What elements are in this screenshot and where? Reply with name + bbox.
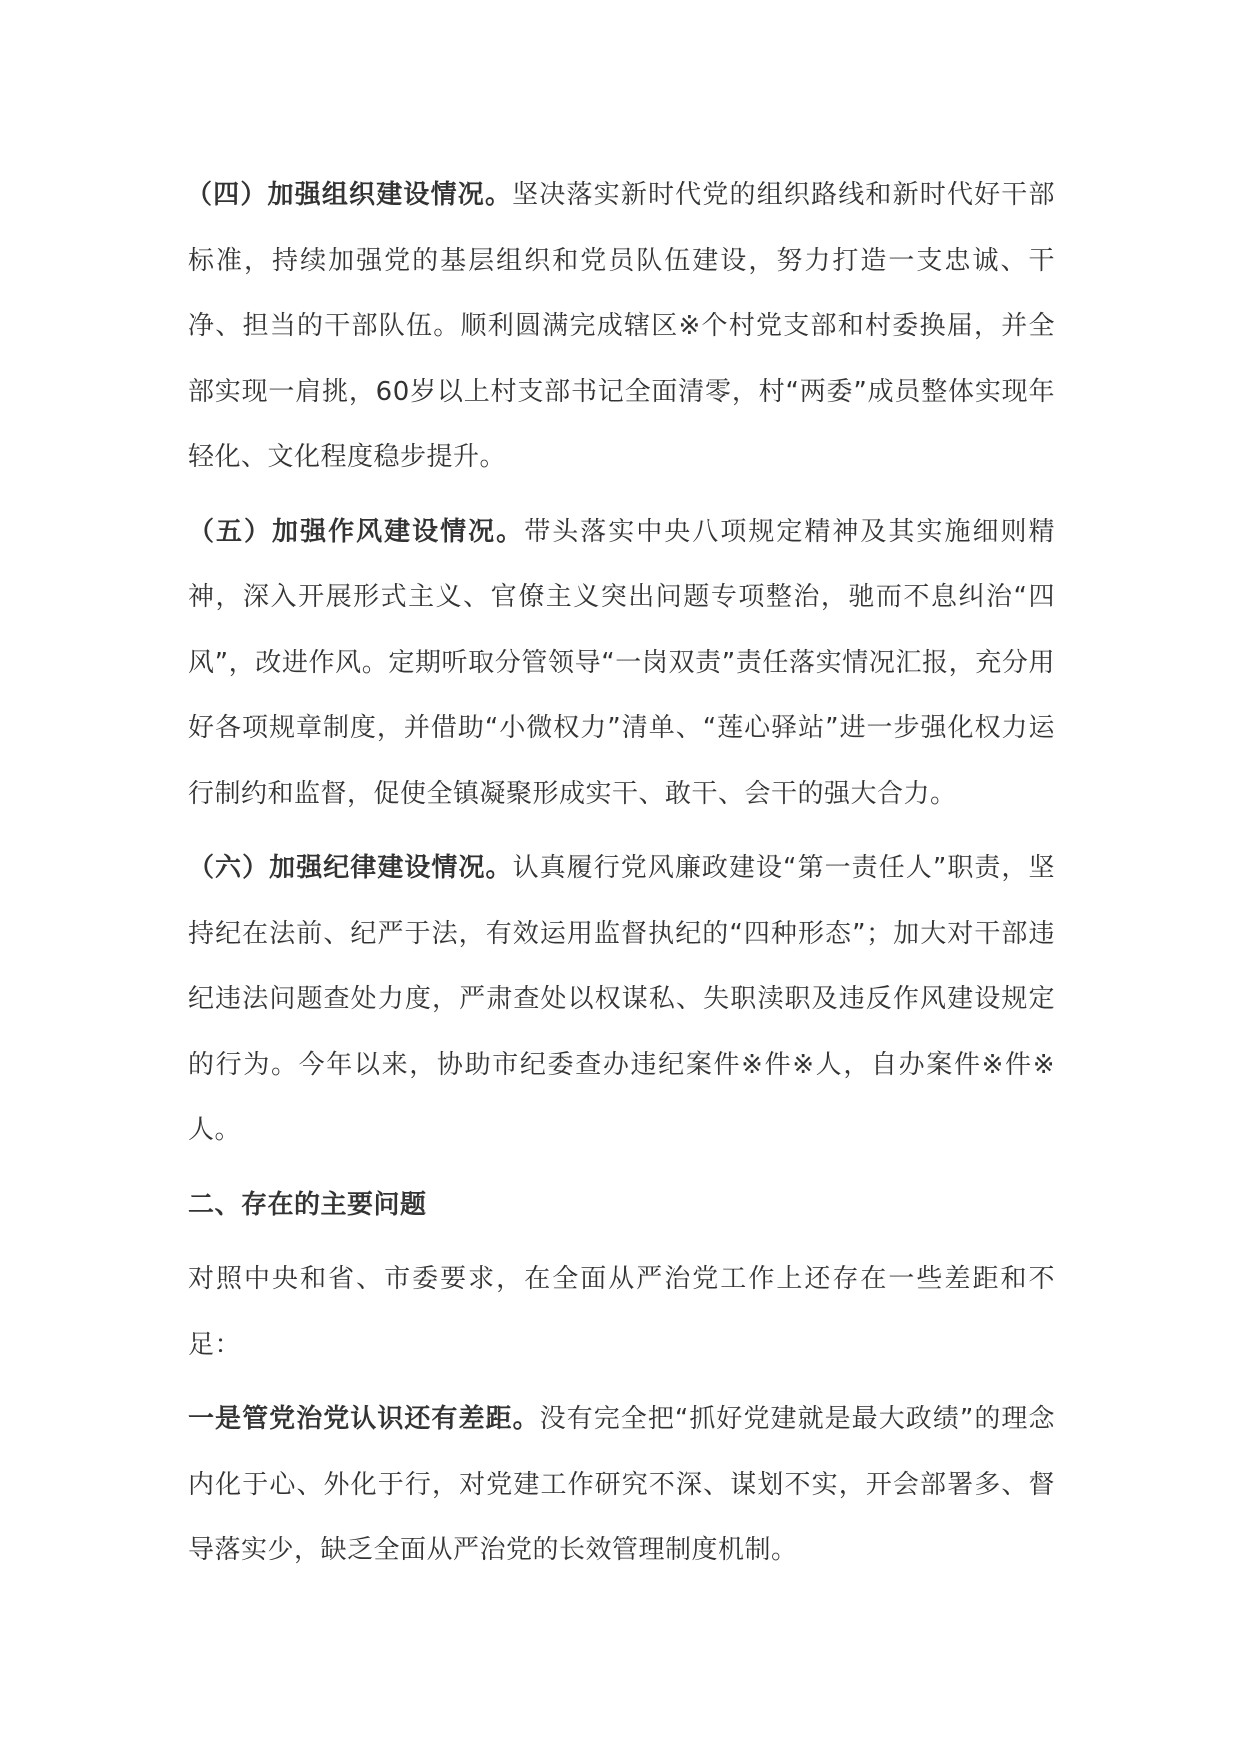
problem-one (188, 1387, 1055, 1584)
problems-intro: 对照中央和省、市委要求，在全面从严治党工作上还存在一些差距和不足： (188, 1264, 1055, 1360)
section-work-style-lead: （五）加强作风建设情况。 (188, 516, 525, 547)
problem-one-lead: 一是管党治党认识还有差距。 (188, 1404, 540, 1434)
section-discipline-lead: （六）加强纪律建设情况。 (188, 853, 513, 883)
section-discipline (188, 836, 1055, 1164)
section-discipline-body: 认真履行党风廉政建设“第一责任人”职责，坚持纪在法前、纪严于法，有效运用监督执纪的“四种形态”；加大对干部违纪违法问题查处力度，严肃查处以权谋私、失职渎职及违反作风建设规定的行为。今年以来，协助市纪委查办违纪案件※件※人，自办案件※件※人。 (188, 853, 1055, 1145)
heading-main-problems: 二、存在的主要问题 (188, 1189, 427, 1220)
section-work-style (188, 500, 1055, 828)
section-organization-body: 坚决落实新时代党的组织路线和新时代好干部标准，持续加强党的基层组织和党员队伍建设，努力打造一支忠诚、干净、担当的干部队伍。顺利圆满完成辖区※个村党支部和村委换届，并全部实现一肩挑，60岁以上村支部书记全面清零，村“两委”成员整体实现年轻化、文化程度稳步提升。 (188, 180, 1055, 472)
section-work-style-body: 带头落实中央八项规定精神及其实施细则精神，深入开展形式主义、官僚主义突出问题专项整治，驰而不息纠治“四风”，改进作风。定期听取分管领导“一岗双责”责任落实情况汇报，充分用好各项规章制度，并借助“小微权力”清单、“莲心驿站”进一步强化权力运行制约和监督，促使全镇凝聚形成实干、敢干、会干的强大合力。 (188, 516, 1055, 809)
document-body (188, 163, 1055, 1584)
section-organization-lead: （四）加强组织建设情况。 (186, 180, 513, 210)
section-organization (188, 163, 1055, 491)
problem-one-body: 没有完全把“抓好党建就是最大政绩”的理念内化于心、外化于行，对党建工作研究不深、谋划不实，开会部署多、督导落实少，缺乏全面从严治党的长效管理制度机制。 (188, 1404, 1055, 1565)
